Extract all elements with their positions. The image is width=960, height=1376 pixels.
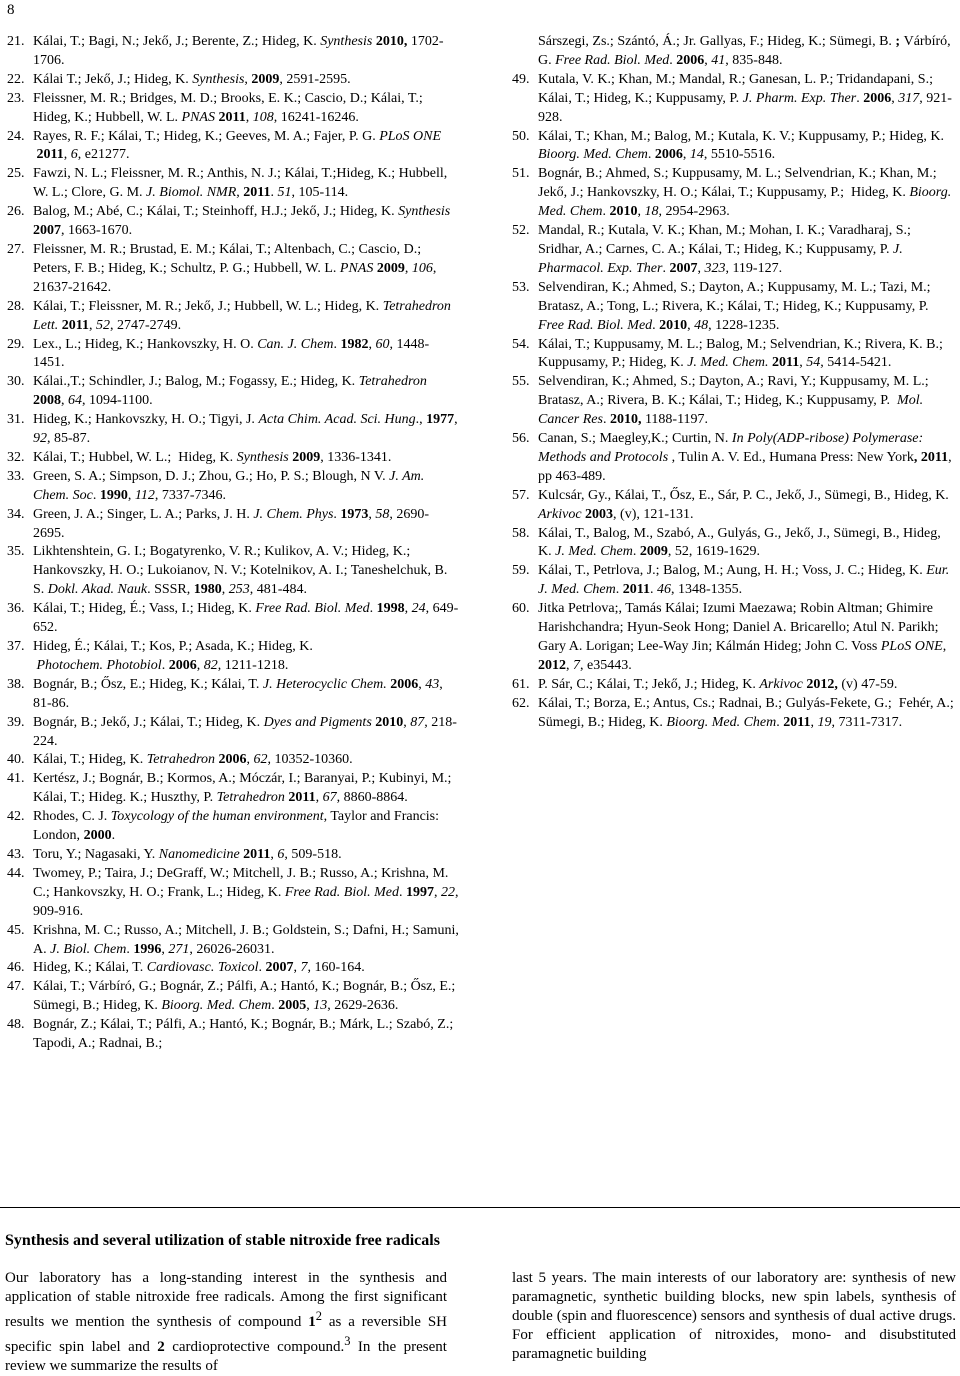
reference-text: Toru, Y.; Nagasaki, Y. Nanomedicine 2011, 6, 509-518. — [33, 846, 342, 862]
reference-item — [7, 770, 459, 808]
reference-item — [512, 71, 954, 128]
reference-item — [7, 33, 459, 71]
reference-number: 53. — [512, 279, 530, 295]
reference-number: 46. — [7, 960, 25, 976]
body-text-right: last 5 years. The main interests of our laboratory are: synthesis of new paramagnetic, synthetic building blocks, new spin labels, synthesis of double (spin and fluorescence) sensors and synthesis of dual active drugs. For efficient application of nitroxides, mono- and disubstituted paramagnetic building — [512, 1270, 956, 1362]
reference-item — [7, 336, 459, 374]
reference-number: 44. — [7, 865, 25, 881]
reference-item — [7, 543, 459, 600]
reference-text: Krishna, M. C.; Russo, A.; Mitchell, J. B.; Goldstein, S.; Dafni, H.; Samuni, A. J. Biol. Chem. 1996, 271, 26026-26031. — [33, 922, 459, 957]
reference-number: 51. — [512, 166, 530, 182]
reference-number: 57. — [512, 487, 530, 503]
reference-text: Kálai, T.; Kuppusamy, M. L.; Balog, M.; Selvendrian, K.; Rivera, K. B.; Kuppusamy, P.; Hideg, K. J. Med. Chem. 2011, 54, 5414-5421. — [538, 336, 943, 371]
reference-text: P. Sár, C.; Kálai, T.; Jekő, J.; Hideg, K. Arkivoc 2012, (v) 47-59. — [538, 676, 898, 692]
reference-number: 60. — [512, 601, 530, 617]
reference-text: Kálai T.; Jekő, J.; Hideg, K. Synthesis, 2009, 2591-2595. — [33, 71, 351, 87]
reference-number: 23. — [7, 90, 25, 106]
reference-text: Kálai, T.; Khan, M.; Balog, M.; Kutala, K. V.; Kuppusamy, P.; Hideg, K. Bioorg. Med. Chem. 2006, 14, 5510-5516. — [538, 128, 944, 163]
reference-number: 56. — [512, 431, 530, 447]
section-title: Synthesis and several utilization of stable nitroxide free radicals — [5, 1232, 440, 1249]
reference-text: Bognár, B.; Jekő, J.; Kálai, T.; Hideg, K. Dyes and Pigments 2010, 87, 218-224. — [33, 714, 457, 749]
reference-item — [7, 128, 459, 166]
reference-item — [512, 128, 954, 166]
reference-number: 24. — [7, 128, 25, 144]
reference-item — [512, 676, 954, 695]
reference-text: Bognár, B.; Ősz, E.; Hideg, K.; Kálai, T. J. Heterocyclic Chem. 2006, 43, 81-86. — [33, 676, 443, 711]
reference-item — [7, 959, 459, 978]
reference-number: 62. — [512, 695, 530, 711]
reference-item — [512, 695, 954, 733]
reference-item — [512, 336, 954, 374]
reference-number: 21. — [7, 34, 25, 49]
reference-text: Kálai, T., Petrlova, J.; Balog, M.; Aung, H. H.; Voss, J. C.; Hideg, K. Eur. J. Med. Chem. 2011. 46, 1348-1355. — [538, 563, 950, 598]
reference-number: 35. — [7, 544, 25, 560]
reference-number: 43. — [7, 846, 25, 862]
reference-item — [7, 165, 459, 203]
reference-number: 38. — [7, 676, 25, 692]
reference-item — [7, 71, 459, 90]
references-left-column — [7, 33, 459, 1054]
reference-text: Bognár, B.; Ahmed, S.; Kuppusamy, M. L.; Selvendrian, K.; Khan, M.; Jekő, J.; Hankovszky, H. O.; Kálai, T.; Kuppusamy, P.; Hideg, K. Bioorg. Med. Chem. 2010, 18, 2954-2963. — [538, 166, 952, 220]
reference-item — [7, 978, 459, 1016]
reference-item — [7, 411, 459, 449]
reference-number: 27. — [7, 241, 25, 257]
reference-text: Selvendiran, K.; Ahmed, S.; Dayton, A.; Kuppusamy, M. L.; Tazi, M.; Bratasz, A.; Tong, L.; Rivera, K.; Kálai, T.; Hideg, K.; Kuppusamy, P. Free Rad. Biol. Med. 2010, 48, 1228-1235. — [538, 279, 931, 333]
reference-number: 50. — [512, 128, 530, 144]
reference-text: Kálai, T.; Bagi, N.; Jekő, J.; Berente, Z.; Hideg, K. Synthesis 2010, 1702-1706. — [33, 34, 444, 68]
reference-text: Fleissner, M. R.; Brustad, E. M.; Kálai, T.; Altenbach, C.; Cascio, D.; Peters, F. B.; Hideg, K.; Schultz, P. G.; Hubbell, W. L. PNAS 2009, 106, 21637-21642. — [33, 241, 437, 295]
reference-item — [512, 165, 954, 222]
reference-item — [512, 222, 954, 279]
reference-number: 39. — [7, 714, 25, 730]
reference-item — [7, 241, 459, 298]
reference-text: Kertész, J.; Bognár, B.; Kormos, A.; Móczár, I.; Baranyai, P.; Kubinyi, M.; Kálai, T.; Hideg. K.; Huszthy, P. Tetrahedron 2011, 67, 8860-8864. — [33, 771, 452, 806]
reference-item — [7, 808, 459, 846]
reference-text: Kálai, T.; Hubbel, W. L.; Hideg, K. Synthesis 2009, 1336-1341. — [33, 449, 392, 465]
reference-item — [7, 203, 459, 241]
reference-item — [512, 33, 954, 71]
reference-item — [7, 468, 459, 506]
reference-text: Hideg, K.; Kálai, T. Cardiovasc. Toxicol. 2007, 7, 160-164. — [33, 960, 365, 976]
section-divider — [0, 1207, 960, 1208]
reference-number: 28. — [7, 298, 25, 314]
reference-item — [512, 525, 954, 563]
reference-text: Rhodes, C. J. Toxycology of the human environment, Taylor and Francis: London, 2000. — [33, 809, 440, 844]
reference-item — [7, 714, 459, 752]
reference-number: 47. — [7, 979, 25, 995]
reference-text: Green, S. A.; Simpson, D. J.; Zhou, G.; Ho, P. S.; Blough, N V. J. Am. Chem. Soc. 1990, 112, 7337-7346. — [33, 468, 425, 503]
reference-text: Selvendiran, K.; Ahmed, S.; Dayton, A.; Ravi, Y.; Kuppusamy, M. L.; Bratasz, A.; Rivera, B. K.; Kálai, T.; Hideg, K.; Kuppusamy, P. Mol. Cancer Res. 2010, 1188-1197. — [538, 374, 929, 428]
reference-text: Lex., L.; Hideg, K.; Hankovszky, H. O. Can. J. Chem. 1982, 60, 1448-1451. — [33, 336, 430, 371]
reference-text: Hideg, É.; Kálai, T.; Kos, P.; Asada, K.; Hideg, K. Photochem. Photobiol. 2006, 82, 1211-1218. — [33, 639, 313, 673]
reference-number: 48. — [7, 1017, 25, 1033]
reference-text: Fleissner, M. R.; Bridges, M. D.; Brooks, E. K.; Cascio, D.; Kálai, T.; Hideg, K.; Hubbell, W. L. PNAS 2011, 108, 16241-16246. — [33, 90, 423, 125]
reference-item — [7, 298, 459, 336]
reference-item — [7, 751, 459, 770]
reference-item — [7, 865, 459, 922]
reference-number: 25. — [7, 166, 25, 182]
reference-text: Likhtenshtein, G. I.; Bogatyrenko, V. R.; Kulikov, A. V.; Hideg, K.; Hankovszky, H. O.; Lukoianov, N. V.; Kotelnikov, A. I.; Taneshelchuk, B. S. Dokl. Akad. Nauk. SSSR, 1980, 253, 481-484. — [33, 544, 448, 598]
reference-number: 36. — [7, 601, 25, 617]
reference-item — [7, 922, 459, 960]
reference-item — [7, 373, 459, 411]
reference-number: 31. — [7, 412, 25, 428]
reference-text: Kálai, T.; Hideg, É.; Vass, I.; Hideg, K. Free Rad. Biol. Med. 1998, 24, 649-652. — [33, 601, 459, 636]
reference-item — [512, 600, 954, 676]
reference-item — [512, 487, 954, 525]
reference-number: 30. — [7, 374, 25, 390]
reference-item — [7, 449, 459, 468]
reference-number: 33. — [7, 468, 25, 484]
reference-text: Kutala, V. K.; Khan, M.; Mandal, R.; Ganesan, L. P.; Tridandapani, S.; Kálai, T.; Hideg, K.; Kuppusamy, P. J. Pharm. Exp. Ther. 2006, 317, 921-928. — [538, 71, 952, 125]
reference-item — [7, 846, 459, 865]
reference-number: 55. — [512, 374, 530, 390]
body-text-left: Our laboratory has a long-standing interest in the synthesis and application of stable nitroxide free radicals. Among the first significant results we mention the synthesis of compound $1^2$ as a reversible SH specific spin label and 2 cardioprotective compound.$^3$ In the present review we summarize the results of — [5, 1270, 448, 1374]
reference-text: Kálai.,T.; Schindler, J.; Balog, M.; Fogassy, E.; Hideg, K. Tetrahedron 2008, 64, 1094-1100. — [33, 374, 427, 409]
reference-item — [7, 90, 459, 128]
reference-text: Kálai, T., Balog, M., Szabó, A., Gulyás, G., Jekő, J., Sümegi, B., Hideg, K. J. Med. Chem. 2009, 52, 1619-1629. — [538, 525, 941, 560]
reference-number: 40. — [7, 752, 25, 768]
reference-item — [512, 373, 954, 430]
reference-number: 37. — [7, 639, 25, 654]
reference-text: Kálai, T.; Hideg, K. Tetrahedron 2006, 62, 10352-10360. — [33, 752, 353, 768]
reference-text: Bognár, Z.; Kálai, T.; Pálfi, A.; Hantó, K.; Bognár, B.; Márk, L.; Szabó, Z.; Tapodi, A.; Radnai, B.; — [33, 1017, 454, 1052]
reference-text: Sárszegi, Zs.; Szántó, Á.; Jr. Gallyas, F.; Hideg, K.; Sümegi, B. ; Várbíró, G. Free Rad. Biol. Med. 2006, 41, 835-848. — [538, 34, 951, 68]
reference-text: Green, J. A.; Singer, L. A.; Parks, J. H. J. Chem. Phys. 1973, 58, 2690-2695. — [33, 506, 430, 541]
reference-number: 61. — [512, 676, 530, 692]
reference-number: 29. — [7, 336, 25, 352]
references-right-column — [512, 33, 954, 733]
reference-number: 59. — [512, 563, 530, 579]
reference-number: 45. — [7, 922, 25, 938]
page-number: 8 — [7, 2, 15, 18]
reference-text: Rayes, R. F.; Kálai, T.; Hideg, K.; Geeves, M. A.; Fajer, P. G. PLoS ONE 2011, 6, e21277. — [33, 128, 442, 163]
reference-number: 54. — [512, 336, 530, 352]
reference-text: Balog, M.; Abé, C.; Kálai, T.; Steinhoff, H.J.; Jekő, J.; Hideg, K. Synthesis 2007, 1663-1670. — [33, 204, 451, 239]
reference-number: 34. — [7, 506, 25, 522]
reference-text: Kálai, T.; Várbíró, G.; Bognár, Z.; Pálfi, A.; Hantó, K.; Bognár, B.; Ősz, E.; Sümegi, B.; Hideg, K. Bioorg. Med. Chem. 2005, 13, 2629-2636. — [33, 979, 456, 1014]
reference-item — [7, 638, 459, 676]
reference-text: Jitka Petrlova;, Tamás Kálai; Izumi Maezawa; Robin Altman; Ghimire Harishchandra; Hyun-Seok Hong; Daniel A. Bricarello; Atul N. Parikh; Gary A. Lorigan; Lee-Way Jin; Kálmán Hideg; John C. Voss PLoS ONE, 2012, 7, e35443. — [538, 601, 947, 673]
reference-text: Kálai, T.; Fleissner, M. R.; Jekő, J.; Hubbell, W. L.; Hideg, K. Tetrahedron Lett. 2011, 52, 2747-2749. — [33, 298, 451, 333]
reference-number: 26. — [7, 204, 25, 220]
reference-text: Kulcsár, Gy., Kálai, T., Ősz, E., Sár, P. C., Jekő, J., Sümegi, B., Hideg, K. Arkivoc 2003, (v), 121-131. — [538, 487, 949, 522]
reference-item — [7, 600, 459, 638]
reference-number: 32. — [7, 449, 25, 465]
reference-item — [512, 562, 954, 600]
reference-number: 52. — [512, 223, 530, 239]
reference-text: Twomey, P.; Taira, J.; DeGraff, W.; Mitchell, J. B.; Russo, A.; Krishna, M. C.; Hankovszky, H. O.; Frank, L.; Hideg, K. Free Rad. Biol. Med. 1997, 22, 909-916. — [33, 865, 459, 919]
reference-item — [512, 430, 954, 487]
reference-number: 22. — [7, 71, 25, 87]
reference-text: Fawzi, N. L.; Fleissner, M. R.; Anthis, N. J.; Kálai, T.;Hideg, K.; Hubbell, W. L.; Clore, G. M. J. Biomol. NMR, 2011. 51, 105-114. — [33, 166, 448, 201]
reference-item — [512, 279, 954, 336]
reference-text: Hideg, K.; Hankovszky, H. O.; Tigyi, J. Acta Chim. Acad. Sci. Hung., 1977, 92, 85-87. — [33, 412, 458, 447]
reference-number: 41. — [7, 771, 25, 787]
reference-item — [7, 1016, 459, 1054]
reference-number: 49. — [512, 71, 530, 87]
reference-text: Canan, S.; Maegley,K.; Curtin, N. In Poly(ADP-ribose) Polymerase: Methods and Protocols , Tulin A. V. Ed., Humana Press: New York, 2011, pp 463-489. — [538, 431, 952, 484]
reference-number: 58. — [512, 525, 530, 541]
reference-text: Kálai, T.; Borza, E.; Antus, Cs.; Radnai, B.; Gulyás-Fekete, G.; Fehér, A.; Sümegi, B.; Hideg, K. Bioorg. Med. Chem. 2011, 19, 7311-7317. — [538, 695, 954, 730]
reference-number: 42. — [7, 809, 25, 825]
reference-item — [7, 506, 459, 544]
reference-item — [7, 676, 459, 714]
reference-text: Mandal, R.; Kutala, V. K.; Khan, M.; Mohan, I. K.; Varadharaj, S.; Sridhar, A.; Carnes, C. A.; Kálai, T.; Hideg, K.; Kuppusamy, P. J. Pharmacol. Exp. Ther. 2007, 323, 119-127. — [538, 223, 911, 276]
